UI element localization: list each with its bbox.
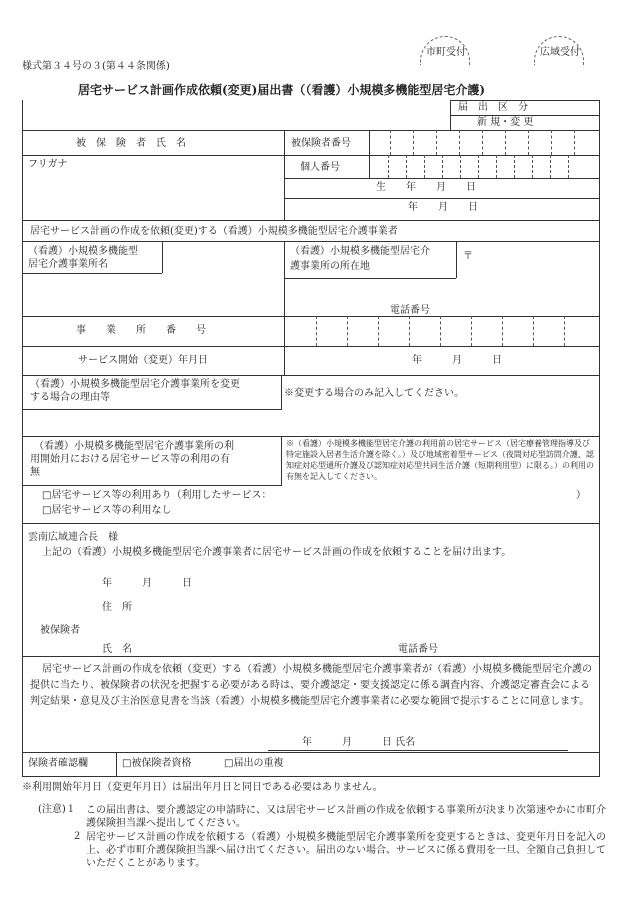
declaration-date[interactable]: 年 月 日 [102,578,192,589]
filing-type-label: 届 出 区 分 [458,102,528,113]
declaration-insured-label: 被保険者 [40,625,80,636]
caution-label: (注意)１ [38,804,76,815]
consent-date-name[interactable]: 年 月 日 氏名 [302,737,416,748]
page-title: 居宅サービス計画作成依頼(変更)届出書（（看護）小規模多機能型居宅介護) [78,83,486,97]
caution-2: 居宅サービス計画の作成を依頼する（看護）小規模多機能型居宅介護事業所を変更するときは、変更年月日を記入の上、必ず市町介護保険担当課へ届け出てください。届出のない場合、サービスに係る費用を一旦、全額自己負担していただくことがあります。 [86,832,606,869]
office-phone-label: 電話番号 [390,305,430,316]
furigana-label: フリガナ [28,159,68,170]
change-reason-note: ※変更する場合のみ記入してください。 [284,388,464,399]
use-no-checkbox[interactable]: □居宅サービス等の利用なし [42,505,172,516]
service-start-date[interactable]: 年 月 日 [412,355,502,366]
area-stamp-label: 広域受付 [540,47,580,58]
declaration-statement: 上記の（看護）小規模多機能型居宅介護事業者に居宅サービス計画の作成を依頼することを届け出ます。 [42,547,512,558]
office-address-label-2: 護事業所の所在地 [290,261,370,272]
service-start-label: サービス開始（変更）年月日 [78,355,208,366]
postal-mark: 〒 [463,251,473,262]
filing-type-options[interactable]: 新 規・変 更 [477,117,534,128]
office-name-label-1: （看護）小規模多機能型 [28,246,138,257]
insurer-confirm-label: 保険者確認欄 [28,758,88,769]
declaration-name-label: 氏 名 [102,644,132,655]
city-stamp-label: 市町受付 [426,47,466,58]
change-reason-label-1: （看護）小規模多機能型居宅介護事業所を変更 [30,379,240,390]
office-name-label-2: 居宅介護事業所名 [28,259,108,270]
caution-2-number: ２ [72,831,82,842]
birth-date-label: 生 年 月 日 [376,182,476,193]
office-address-label-1: （看護）小規模多機能型居宅介 [290,246,430,257]
declaration-address-label: 住 所 [102,602,132,613]
office-number-label: 事 業 所 番 号 [76,325,206,336]
duplicate-filing-checkbox[interactable]: □届出の重複 [224,758,284,769]
insured-name-label: 被 保 険 者 氏 名 [76,138,186,149]
personal-number-label: 個人番号 [300,162,340,173]
footer-note: ※利用開始年月日（変更年月日）は届出年月日と同日である必要はありません。 [22,782,383,793]
use-yes-checkbox[interactable]: □居宅サービス等の利用あり（利用したサービス： [42,490,272,501]
consent-text: 居宅サービス計画の作成を依頼（変更）する（看護）小規模多機能型居宅介護事業者が（看護）小規模多機能型居宅介護の提供に当たり、被保険者の状況を把握する必要がある時は、要介護認定・要支援認定に係る調査内容、介護認定審査会による判定結果・意見及び主治医意見書を当該（看護）小規模多機能型居宅介護事業者に必要な範囲で提示することに同意します。 [30,664,592,707]
birth-date-field[interactable]: 年 月 日 [408,202,478,213]
prior-use-label-2: 用開始月における居宅サービス等の利用の有 [30,454,230,465]
prior-use-label-3: 無 [30,467,40,478]
use-yes-close: ） [576,490,586,501]
prior-use-note: ※（看護）小規模多機能型居宅介護の利用前の居宅サービス（居宅療養管理指導及び特定施設入居者生活介護を除く。）及び地域密着型サービス（夜間対応型訪問介護、認知症対応型通所介護及び認知症対応型共同生活介護（短期利用型）に限る。）の利用の有無を記入してください。 [286,439,594,481]
insured-number-label: 被保険者番号 [291,138,351,149]
change-reason-field[interactable] [284,400,598,436]
prior-use-label-1: （看護）小規模多機能型居宅介護事業所の利 [34,441,234,452]
provider-section-label: 居宅サービス計画の作成を依頼(変更)する（看護）小規模多機能型居宅介護事業者 [30,226,398,237]
change-reason-label-2: する場合の理由等 [30,392,110,403]
caution-1: この届出書は、要介護認定の申請時に、又は居宅サービス計画の作成を依頼する事業所が決まり次第速やかに市町介護保険担当課へ提出してください。 [86,805,606,829]
declaration-phone-label: 電話番号 [398,644,438,655]
form-number: 様式第３４号の３(第４４条関係) [22,61,170,72]
insured-status-checkbox[interactable]: □被保険者資格 [122,758,192,769]
addressee: 雲南広域連合長 様 [28,532,118,543]
